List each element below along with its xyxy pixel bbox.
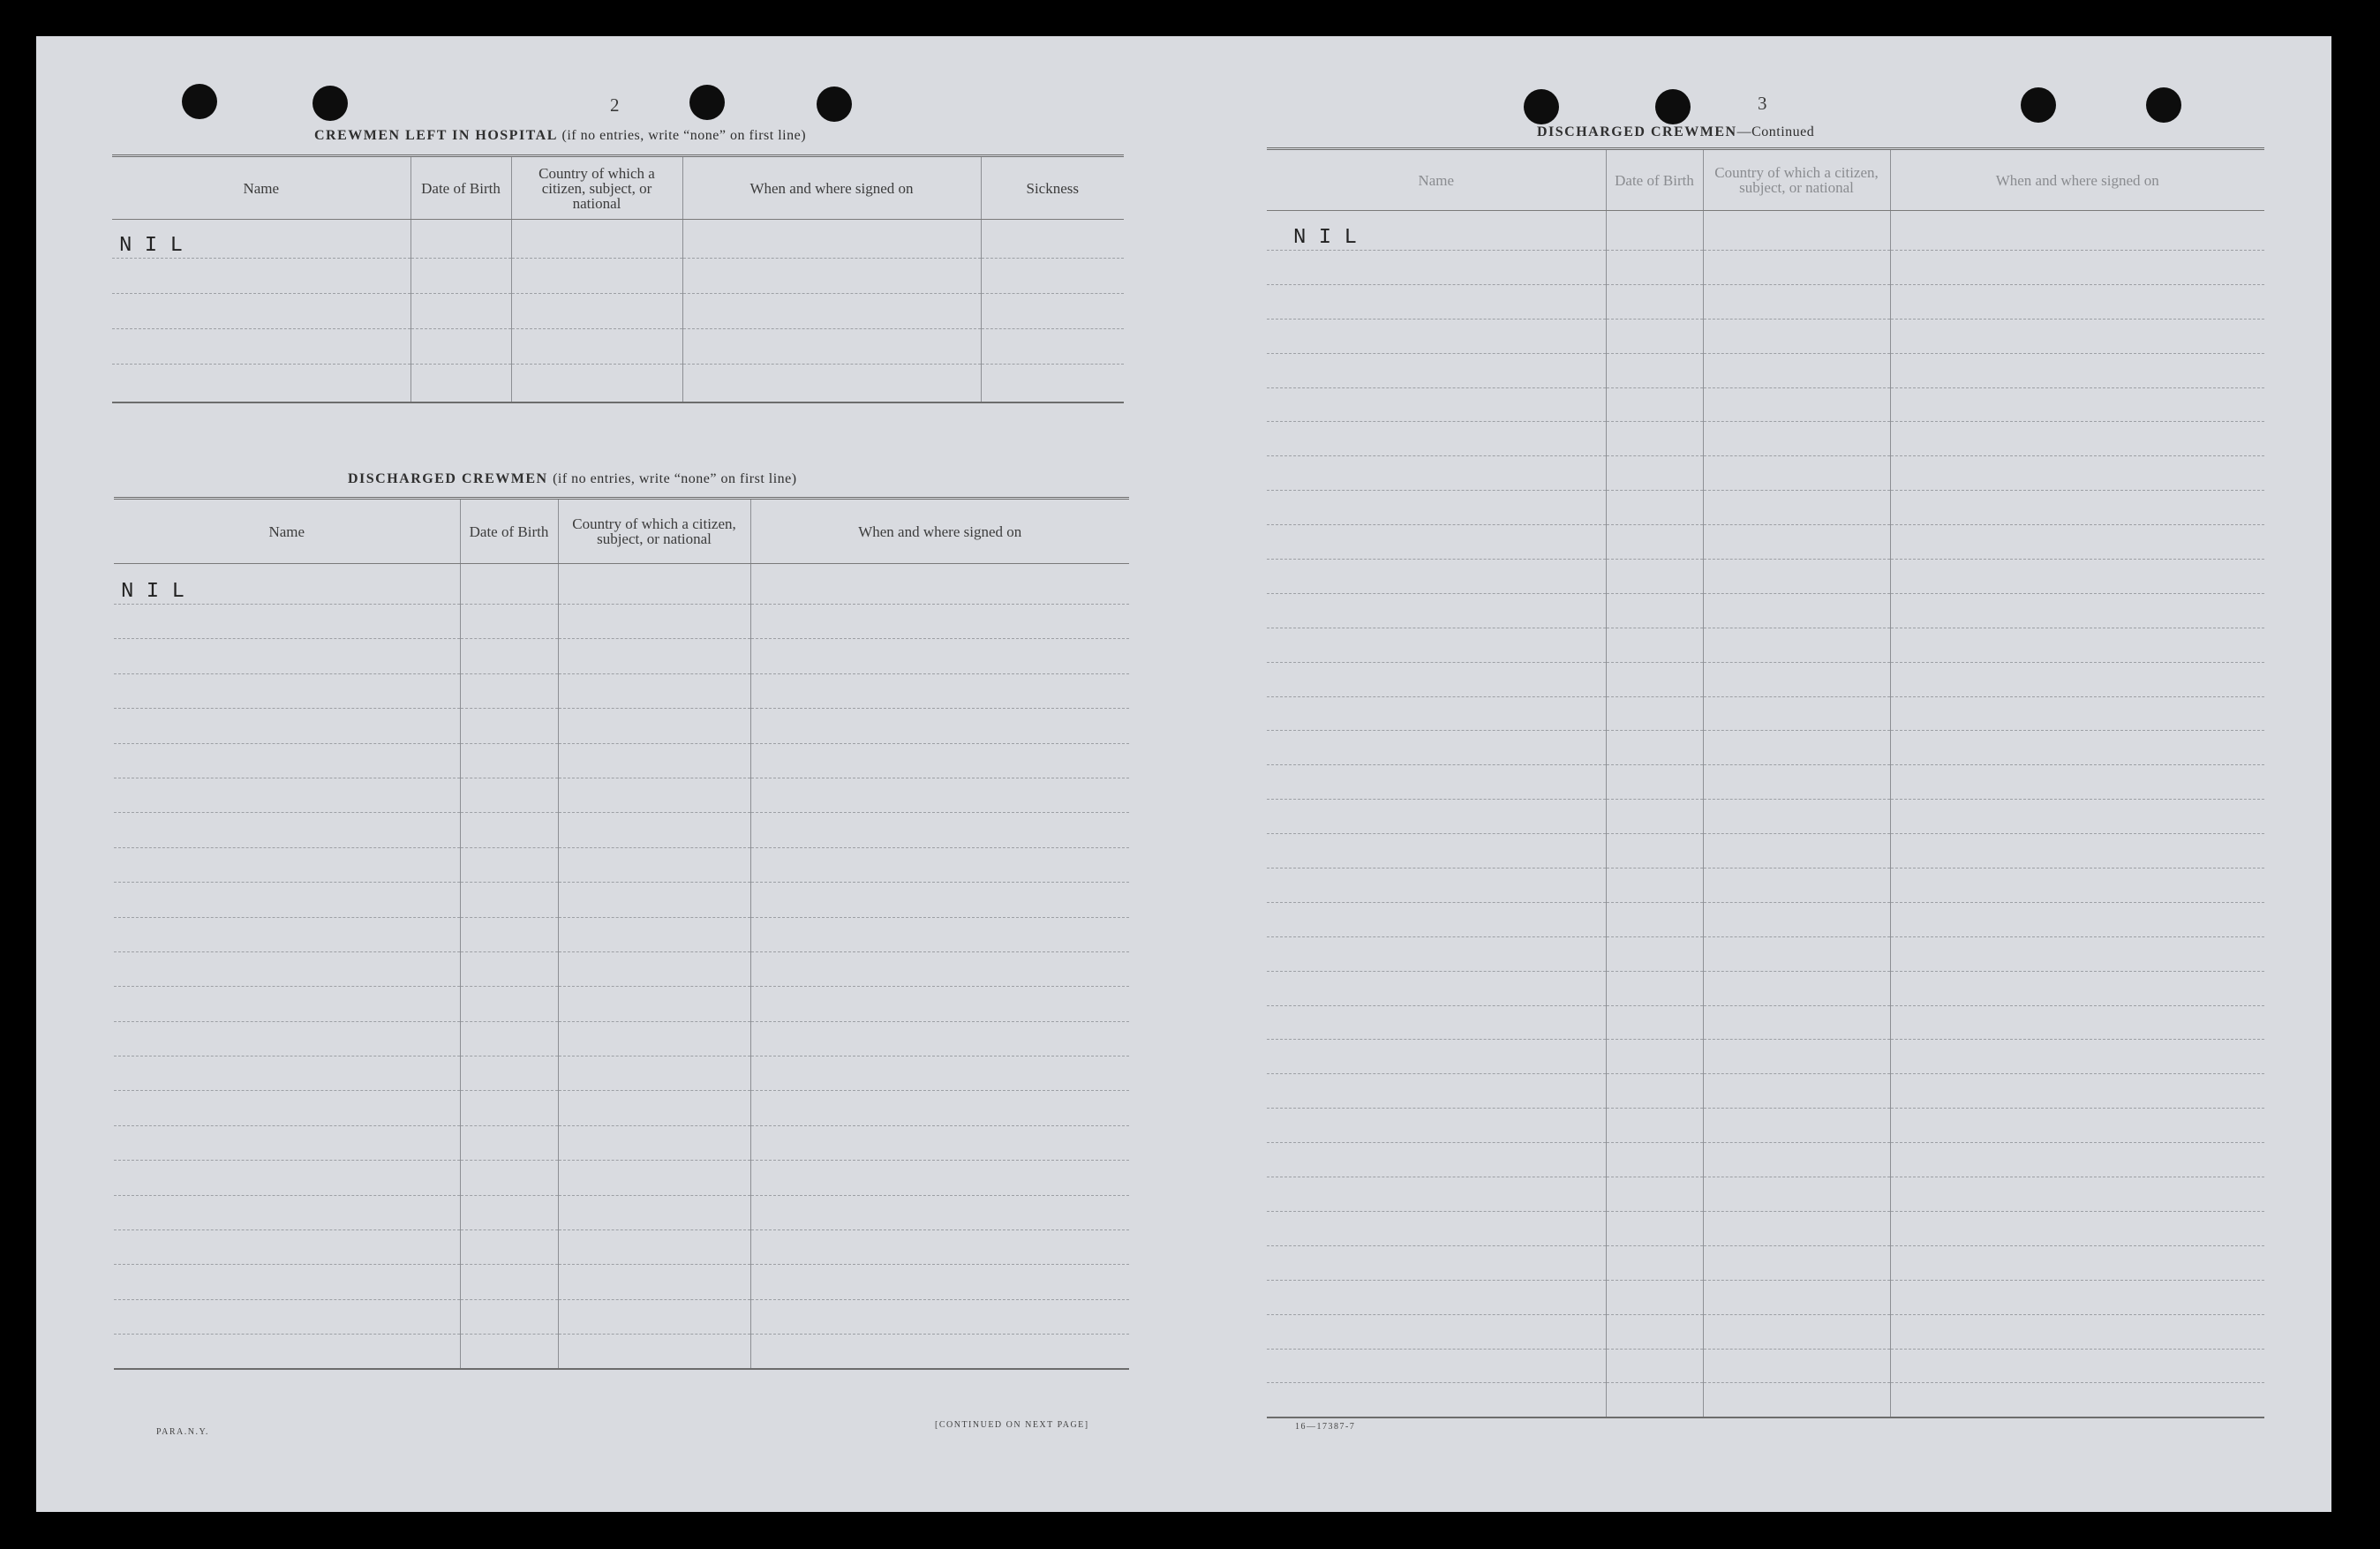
column-header-country: Country of which a citizen, subject, or national [511,156,682,220]
table-row [112,365,1124,402]
table-row [1267,1109,2264,1143]
table-row [1267,491,2264,525]
table-row [114,1091,1129,1125]
continued-table [1267,147,2264,1418]
table-row [1267,628,2264,662]
table-row [114,564,1129,605]
table-row [1267,1040,2264,1074]
table-row [1267,1074,2264,1109]
table-row [1267,1314,2264,1349]
continued-title-text: DISCHARGED CREWMEN [1537,124,1737,139]
table-row [114,1230,1129,1265]
table-row [1267,971,2264,1005]
column-header-signed-on: When and where signed on [1890,149,2264,211]
column-header-signed-on: When and where signed on [682,156,981,220]
right-page [1184,36,2331,1512]
continued-section-title [1537,124,1814,140]
footer-continued-note: [CONTINUED ON NEXT PAGE] [935,1420,1089,1430]
table-row [1267,422,2264,456]
table-row [1267,834,2264,868]
continued-title-suffix: —Continued [1736,124,1815,139]
table-row [1267,1349,2264,1383]
table-row [1267,525,2264,560]
table-row [1267,662,2264,696]
table-row [1267,1211,2264,1245]
column-header-name: Name [112,156,410,220]
table-row [114,1056,1129,1091]
column-header-country: Country of which a citizen, subject, or national [558,499,750,564]
table-row [1267,696,2264,731]
discharged-section-title [348,471,797,487]
table-row [114,1125,1129,1160]
column-header-date-of-birth: Date of Birth [460,499,558,564]
table-row [114,951,1129,986]
table-row [114,813,1129,847]
table-row [1267,319,2264,353]
table-row [114,987,1129,1021]
table-row [114,605,1129,639]
table-row [114,1021,1129,1056]
table-row [1267,1143,2264,1177]
table-row [114,639,1129,673]
table-row [1267,902,2264,936]
table-row [114,778,1129,812]
column-header-sickness: Sickness [981,156,1124,220]
hospital-title-note: (if no entries, write “none” on first line) [561,128,807,143]
table-row [114,917,1129,951]
footer-printer-mark: PARA.N.Y. [156,1427,209,1437]
table-row [114,1335,1129,1369]
column-header-country: Country of which a citizen, subject, or national [1703,149,1890,211]
table-row [1267,284,2264,319]
table-row [112,220,1124,259]
column-header-name: Name [1267,149,1606,211]
hospital-title-text: CREWMEN LEFT IN HOSPITAL [314,128,558,143]
table-row [114,1195,1129,1229]
table-row [1267,387,2264,422]
first-entry: N I L [114,564,460,605]
table-row [114,709,1129,743]
table-row [1267,456,2264,491]
table-row [1267,1383,2264,1417]
table-row [1267,868,2264,903]
table-row [1267,211,2264,251]
table-row [114,1299,1129,1334]
document-sheet [36,36,2331,1512]
discharged-table [114,497,1129,1370]
left-page [36,36,1184,1512]
table-row [1267,936,2264,971]
first-entry: N I L [112,220,410,259]
table-row [114,673,1129,708]
hospital-section-title [314,128,806,144]
table-row [1267,353,2264,387]
table-row [1267,1280,2264,1314]
table-row [1267,731,2264,765]
discharged-title-text: DISCHARGED CREWMEN [348,471,548,486]
table-row [1267,1177,2264,1212]
table-row [114,743,1129,778]
table-row [1267,251,2264,285]
table-row [114,883,1129,917]
page-number: 3 [1758,93,1767,114]
table-row [1267,560,2264,594]
column-header-name: Name [114,499,460,564]
table-row [1267,1245,2264,1280]
table-row [1267,800,2264,834]
first-entry: N I L [1267,211,1606,251]
hospital-table [112,154,1124,403]
column-header-date-of-birth: Date of Birth [410,156,511,220]
table-row [1267,1005,2264,1040]
column-header-date-of-birth: Date of Birth [1606,149,1703,211]
table-row [112,294,1124,329]
table-row [114,1161,1129,1195]
column-header-signed-on: When and where signed on [750,499,1129,564]
footer-form-number: 16—17387-7 [1295,1422,1356,1432]
discharged-title-note: (if no entries, write “none” on first line) [553,471,797,486]
table-row [1267,765,2264,800]
table-row [112,259,1124,294]
table-row [1267,593,2264,628]
page-number: 2 [610,94,620,116]
table-row [114,847,1129,882]
table-row [112,329,1124,365]
table-row [114,1265,1129,1299]
